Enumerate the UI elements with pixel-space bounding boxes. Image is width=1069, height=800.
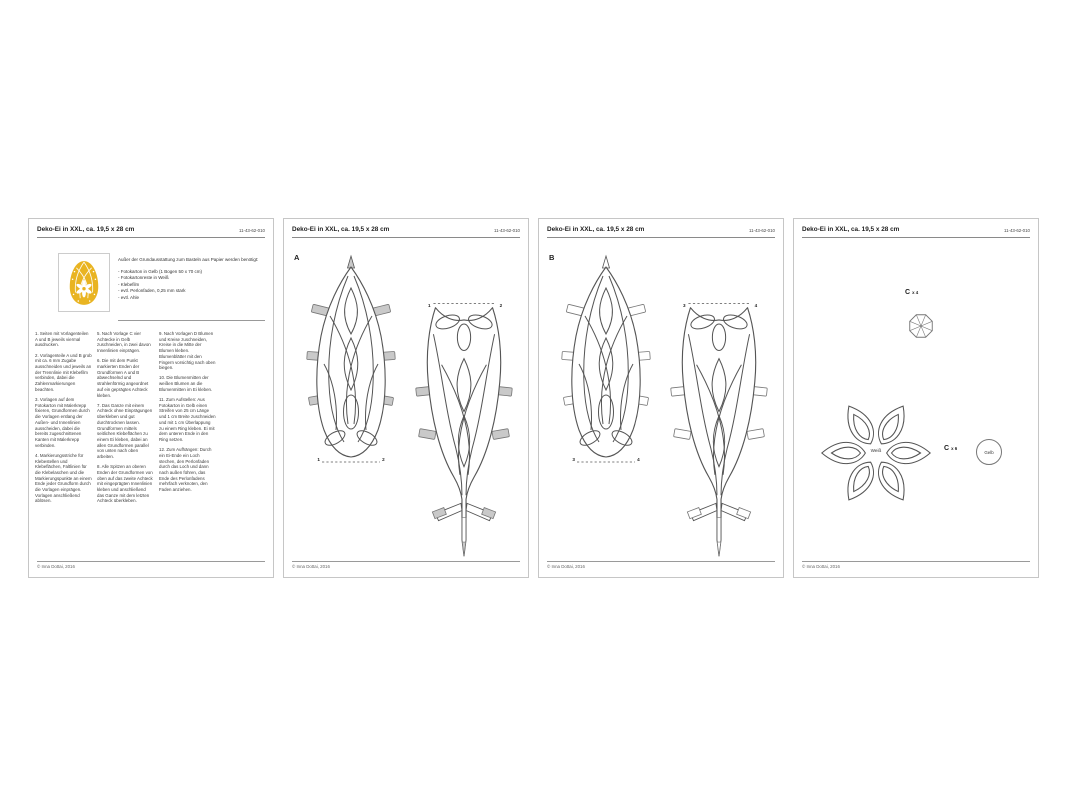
template-letter: C	[905, 289, 911, 296]
instruction-step: 3. Vorlagen auf dem Fotokarton mit Malerkrepp fixieren, Grundformen durch die Vorlagen entlang der Außen- und Innenlinien ausscheiden, dabei die bereits zugeschnittenen Kanten mit Malerkrepp verbinden.	[35, 397, 90, 448]
join-mark: 3	[682, 303, 686, 308]
page-template-c	[793, 218, 1039, 578]
instruction-column-1	[35, 331, 92, 509]
filigree-half-down-icon	[411, 299, 517, 563]
octagon-icon	[906, 311, 936, 341]
article-code: 11-43-62-010	[493, 228, 520, 233]
page-instructions	[28, 218, 274, 578]
instruction-step: 8. Alle Spitzen an oberen Enden der Grundformen von oben auf das zweite Achteck mit eingeprägten Innenlinien kleben und anschließend das Ganze mit dem letzten Achteck überkleben.	[97, 464, 153, 504]
page-title: Deko-Ei in XXL, ca. 19,5 x 28 cm	[37, 226, 135, 233]
join-mark: 1	[427, 303, 431, 308]
template-label-a: A	[294, 253, 300, 262]
join-mark: 2	[382, 457, 385, 462]
template-count: x 4	[912, 290, 919, 295]
article-code: 11-43-62-010	[1003, 228, 1030, 233]
template-shape-b-lower	[666, 299, 772, 563]
article-code: 11-43-62-010	[238, 228, 265, 233]
filigree-half-down-icon	[666, 299, 772, 563]
template-count: x 6	[951, 446, 958, 451]
filigree-half-up-icon	[300, 251, 402, 473]
material-item: - evtl. Perlonfaden, 0,25 mm stark	[118, 288, 186, 294]
flower-icon	[816, 393, 936, 513]
flower-template	[816, 393, 936, 513]
instruction-step: 10. Die Blumenmitten der weißen Blumen an die Blumenmitten im Ei kleben.	[159, 375, 213, 392]
template-shape-b-upper	[555, 251, 657, 473]
join-mark: 1	[317, 457, 320, 462]
page-template-a	[283, 218, 529, 578]
page-header	[802, 226, 1030, 238]
instruction-step: 9. Nach Vorlagen D Blumen und Kreise zuschneiden, Kreise in die Mitte der Blumen kleben. Blumenblätter mit den Fingern vorsichtig nach oben biegen.	[159, 331, 216, 371]
instruction-step: 11. Zum Aufstellen: Aus Fotokarton in Gelb einen Streifen von 25 cm Länge und 1 cm Breite zuschneiden und mit 1 cm Überlappung zu einem Ring kleben. Ei mit dem unteren Ende in den Ring setzen.	[159, 397, 216, 442]
template-shape-a-lower	[411, 299, 517, 563]
material-item: - Klebefilm	[118, 281, 140, 287]
flower-circle-template-label	[944, 445, 957, 452]
instruction-columns	[35, 331, 216, 509]
material-item: - Fotokartonreste in Weiß	[118, 275, 169, 281]
filigree-half-up-icon	[555, 251, 657, 473]
page-title: Deko-Ei in XXL, ca. 19,5 x 28 cm	[547, 226, 645, 233]
page-template-b	[538, 218, 784, 578]
instruction-step: 12. Zum Aufhängen: Durch ein Ei-Ende ein Loch stechen, den Perlonfaden durch das Loch und dann nach außen führen, das Ende des Perlonfadens mehrfach verknoten, den Faden anziehen.	[159, 447, 212, 493]
octagon-template-label	[905, 289, 918, 296]
materials-intro: Außer der Grundausstattung zum Basteln aus Papier werden benötigt:	[118, 257, 259, 262]
page-title: Deko-Ei in XXL, ca. 19,5 x 28 cm	[292, 226, 390, 233]
copyright-footer: © Inna Dottai, 2016	[292, 561, 520, 570]
egg-preview-frame	[58, 253, 110, 312]
instruction-column-2	[97, 331, 154, 509]
article-code: 11-43-62-010	[748, 228, 775, 233]
copyright-footer: © Inna Dottai, 2016	[547, 561, 775, 570]
instruction-step: 7. Das Ganze mit einem Achteck ohne Einprägungen überkleben und gut durchtrocknen lassen. Grundformen mittels seitlichen Klebeflächen zu einem Ei kleben, dabei an allen Grundformen parallel von unten nach oben arbeiten.	[97, 402, 153, 460]
instruction-step: 6. Die mit dem Punkt markierten Enden der Grundformen A und B abwechselnd und strahlenförmig angeordnet auf ein geprägtes Achteck kleben.	[97, 358, 149, 398]
instruction-step: 5. Nach Vorlage C vier Achtecke in Gelb zuschneiden, in zwei davon Innenlinien einprägen.	[97, 331, 151, 354]
copyright-footer: © Inna Dottai, 2016	[802, 561, 1030, 570]
template-label-b: B	[549, 253, 555, 262]
join-mark: 3	[572, 457, 575, 462]
template-letter: C	[944, 445, 950, 452]
join-mark: 2	[499, 303, 503, 308]
materials-list	[118, 257, 265, 302]
egg-preview-image	[65, 258, 103, 308]
instruction-step: 1. Seiten mit Vorlagenteilen A und B jeweils viermal ausdrucken.	[35, 331, 89, 348]
copyright-footer: © Inna Dottai, 2016	[37, 561, 265, 570]
page-title: Deko-Ei in XXL, ca. 19,5 x 28 cm	[802, 226, 900, 233]
material-item: - Fotokarton in Gelb (1 Bogen 50 x 70 cm)	[118, 268, 203, 274]
material-item: - evtl. Ahle	[118, 294, 140, 300]
page-header	[37, 226, 265, 238]
flower-color-note: Weiß	[870, 448, 882, 453]
divider	[118, 320, 265, 321]
instruction-step: 4. Markierungsstriche für Klebestellen und Klebeflächen, Faltlinien für die Klebelaschen und die Markierungspunkte an einem Ende jeder Grundform durch die Vorlagen einprägen. Vorlagen anschließend ablösen.	[35, 452, 92, 504]
instruction-column-3	[159, 331, 216, 509]
octagon-template	[906, 311, 936, 341]
join-mark: 4	[637, 457, 640, 462]
template-shape-a-upper	[300, 251, 402, 473]
circle-template	[976, 439, 1002, 465]
circle-color-note: Gelb	[984, 449, 994, 455]
page-header	[292, 226, 520, 238]
instruction-step: 2. Vorlagenteile A und B grob mit ca. 6 mm Zugabe ausschneiden und jeweils an der Trennlinie mit Klebefilm verbinden, dabei die Zahlenmarkierungen beachten.	[35, 352, 92, 392]
page-header	[547, 226, 775, 238]
join-mark: 4	[754, 303, 758, 308]
